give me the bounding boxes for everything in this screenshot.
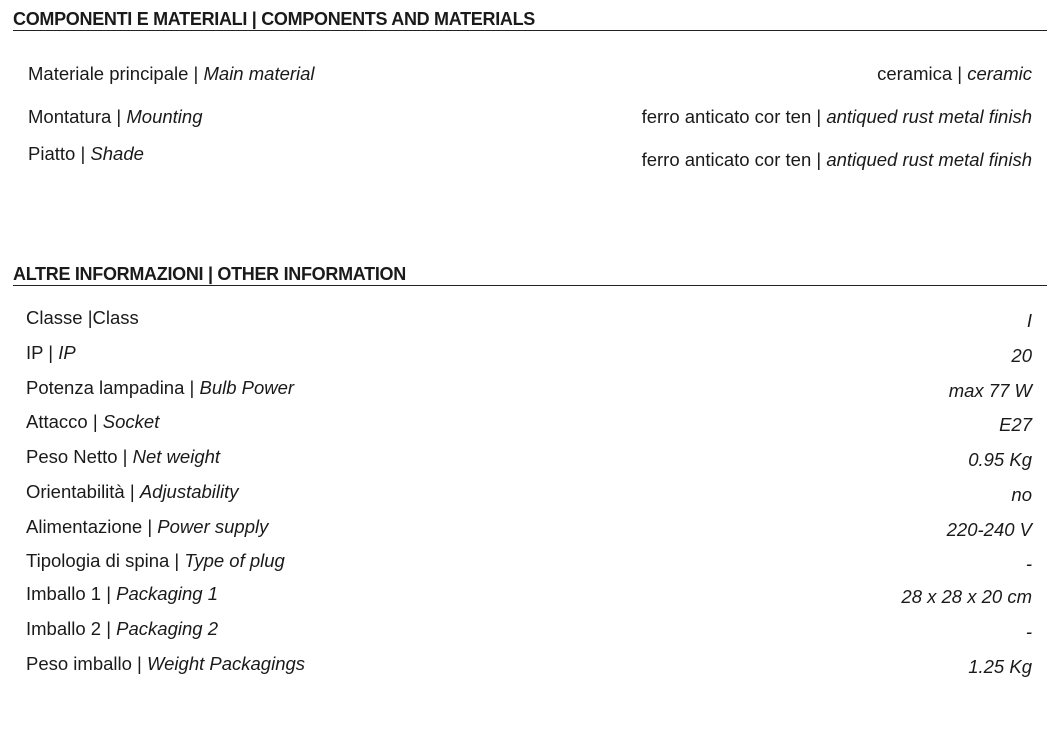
spec-label: Imballo 1 | Packaging 1 (26, 583, 218, 604)
spec-value: max 77 W (948, 380, 1032, 401)
spec-row-shade (0, 142, 1053, 170)
section-title-components: COMPONENTI E MATERIALI | COMPONENTS AND MATERIALS (13, 9, 1047, 31)
spec-row-packaging-2 (0, 617, 1053, 641)
spec-row-adjustability (0, 480, 1053, 504)
spec-row-socket (0, 410, 1053, 434)
spec-value: ceramica | ceramic (877, 63, 1032, 84)
section-title-other-info: ALTRE INFORMAZIONI | OTHER INFORMATION (13, 264, 1047, 286)
spec-row-main-material (0, 62, 1053, 86)
spec-row-packaging-weight (0, 652, 1053, 676)
spec-row-net-weight (0, 445, 1053, 469)
spec-value: E27 (999, 414, 1032, 435)
spec-label: Potenza lampadina | Bulb Power (26, 377, 295, 398)
spec-label: Peso Netto | Net weight (26, 446, 221, 467)
spec-value: 28 x 28 x 20 cm (901, 586, 1032, 607)
spec-label: Classe |Class (26, 307, 139, 328)
spec-label: Piatto | Shade (28, 143, 144, 164)
spec-row-mounting (0, 105, 1053, 129)
spec-value: ferro anticato cor ten | antiqued rust metal finish (641, 106, 1032, 127)
spec-row-ip (0, 341, 1053, 365)
spec-value: I (1026, 310, 1032, 331)
spec-label: IP | IP (26, 342, 76, 363)
spec-label: Montatura | Mounting (28, 106, 203, 127)
spec-row-class (0, 306, 1053, 330)
spec-value: - (1025, 621, 1032, 642)
spec-value: - (1025, 553, 1032, 574)
spec-value: 0.95 Kg (968, 449, 1032, 470)
spec-label: Attacco | Socket (26, 411, 160, 432)
spec-row-bulb-power (0, 376, 1053, 400)
spec-value: 1.25 Kg (968, 656, 1032, 677)
spec-label: Alimentazione | Power supply (26, 516, 269, 537)
spec-label: Orientabilità | Adjustability (26, 481, 239, 502)
spec-label: Materiale principale | Main material (28, 63, 315, 84)
spec-row-packaging-1 (0, 582, 1053, 606)
spec-value: ferro anticato cor ten | antiqued rust metal finish (641, 149, 1032, 170)
spec-row-power-supply (0, 515, 1053, 539)
spec-label: Peso imballo | Weight Packagings (26, 653, 306, 674)
spec-value: 220-240 V (946, 519, 1032, 540)
spec-label: Imballo 2 | Packaging 2 (26, 618, 218, 639)
spec-value: 20 (1011, 345, 1032, 366)
spec-row-plug-type (0, 549, 1053, 573)
spec-label: Tipologia di spina | Type of plug (26, 550, 285, 571)
spec-value: no (1011, 484, 1032, 505)
